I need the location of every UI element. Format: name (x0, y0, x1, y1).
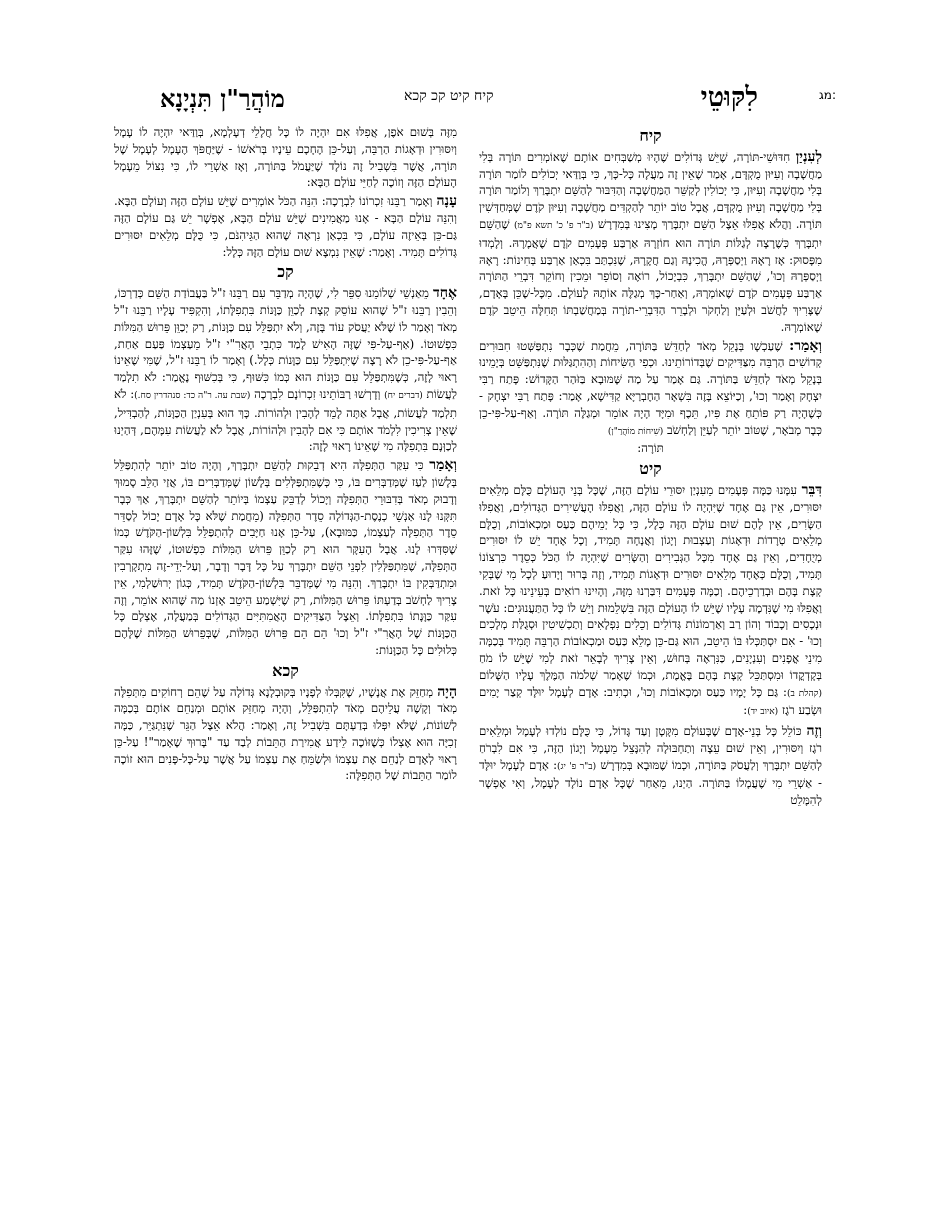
source-citation: (ב"ר פ' כ' תשא פ"מ) (513, 220, 594, 231)
paragraph (114, 457, 457, 659)
header-title-left: מוֹהֲרַ"ן תִּנְיָנָא (160, 84, 285, 113)
right-column (479, 124, 822, 1150)
paragraph-text: עִמָּנוּ כַּמָּה פְּעָמִים מֵעִנְיַן יִסּוּרֵי עוֹלָם הַזֶּה, שֶׁכָּל בְּנֵי הָעוֹלָם כֻּלָּם מְלֵאִים יִסּוּרִים, אֵין גַּם אֶחָד שֶׁיִּהְיֶה לוֹ עוֹלָם הַזֶּה, וַאֲפִלּוּ הָעֲשִׁירִים הַגְּדוֹלִים, וַאֲפִלּוּ הַשָּׂרִים, אֵין לָהֶם שׁוּם עוֹלָם הַזֶּה כְּלָל, כִּי כָּל יְמֵיהֶם כַּעַס וּמַכְאוֹבוֹת, וְכֻלָּם מְלֵאִים טְרָדוֹת וּדְאָגוֹת וְעַצְבוּת וְיָגוֹן וַאֲנָחָה תָּמִיד, וְכָל אֶחָד יֵשׁ לוֹ יִסּוּרִים מְיֻחָדִים, וְאֵין גַּם אֶחָד מִכָּל הַגְּבִירִים וְהַשָּׂרִים שֶׁיִּהְיֶה לוֹ הַכֹּל כְּסֵדֶר כִּרְצוֹנוֹ תָּמִיד, וְכֻלָּם כְּאֶחָד מְלֵאִים יִסּוּרִים וּדְאָגוֹת תָּמִיד, וְזֶה בָּרוּר וְיָדוּעַ לְכָל מִי שֶׁבְּקִי קְצָת בָּהֶם וּבְדַרְכֵיהֶם. וְכַמָּה פְּעָמִים דִּבַּרְנוּ מִזֶּה, וְהָיִינוּ רוֹאִים בְּעֵינֵינוּ כָּל זֹאת. וַאֲפִלּוּ מִי שֶׁנִּדְמֶה עָלָיו שֶׁיֵּשׁ לוֹ הָעוֹלָם הַזֶּה בִּשְׁלֵמוּת וְיֵשׁ לוֹ כָּל הַתַּעֲנוּגִים: עֹשֶׁר וּנְכָסִים וְכָבוֹד וְהוֹן רַב וְאַרְמוֹנוֹת גְּדוֹלִים וְכֵלִים נִפְלָאִים וְתַכְשִׁיטִין וּסְגֻלַּת מְלָכִים וְכוּ' - אִם יִסְתַּכְּלוּ בּוֹ הֵיטֵב, הוּא גַּם-כֵּן מָלֵא כַּעַס וּמַכְאוֹבוֹת הַרְבֵּה תָּמִיד בְּכַמָּה מִינֵי אֳפָנִים וְעִנְיָנִים, כַּנִּרְאֶה בְּחוּשׁ, וְאֵין צָרִיךְ לְבָאֵר זֹאת לְמִי שֶׁיֵּשׁ לוֹ מֹחַ בְּקָדְקֳדוֹ וּמִסְתַּכֵּל קְצָת בָּהֶם בֶּאֱמֶת, וּכְמוֹ שֶׁאָמַר שְׁלֹמֹה הַמֶּלֶךְ עָלָיו הַשָּׁלוֹם (479, 482, 822, 682)
lead-word: וְאָמַר: (789, 337, 822, 354)
paragraph (114, 684, 457, 785)
section-heading: קכא (272, 660, 299, 680)
two-column-body (114, 124, 822, 1150)
paragraph-text: שֶׁהַשֵּׁם יִתְבָּרַךְ כְּשֶׁרָצָה לְגַלּוֹת תּוֹרָה הוּא חוֹזְרָהּ אַרְבַּע פְּעָמִים קֹדֶם שֶׁאֲמָרָהּ. וְלָמְדוּ מִפָּסוּק: אָז רָאָהּ וַיְסַפְּרָהּ, הֱכִינָהּ וְגַם חֲקָרָהּ, שֶׁנִּכְתַּב בִּכְאַן אַרְבַּע בְּחִינוֹת: רָאָהּ וַיְסַפְּרָהּ וְכוּ', שֶׁהַשֵּׁם יִתְבָּרַךְ, כִּבְיָכוֹל, רוֹאֶה וְסוֹפֵר וּמֵכִין וְחוֹקֵר דִּבְרֵי הַתּוֹרָה אַרְבַּע פְּעָמִים קֹדֶם שֶׁאוֹמְרָהּ, וְאַחַר-כָּךְ מְגַלֶּה אוֹתָהּ לָעוֹלָם. מִכָּל-שֶׁכֵּן בָּאָדָם, שֶׁצָּרִיךְ לַחֲשֹׁב וּלְעַיֵּן וְלַחְקֹר וּלְבָרֵר הַדִּבְרֵי-תוֹרָה בְּמַחֲשַׁבְתּוֹ תְּחִלָּה הֵיטֵב קֹדֶם שֶׁאוֹמְרָהּ. (479, 216, 822, 334)
paragraph-text: : אָדָם לְעָמָל יוּלָּד - אַשְׁרֵי מִי שֶׁעֲמָלוֹ בַּתּוֹרָה. הַיְנוּ, מֵאַחַר שֶׁכָּל אָדָם נוֹלָד לְעָמָל, וְאִי אֶפְשָׁר לְהִמָּלֵט (479, 757, 822, 808)
source-citation: (דברים יח) (384, 390, 423, 401)
paragraph-text: וְאָמַר רַבֵּנוּ זִכְרוֹנוֹ לִבְרָכָה: הִנֵּה הַכֹּל אוֹמְרִים שֶׁיֵּשׁ עוֹלָם הַזֶּה וְעוֹלָם הַבָּא. וְהִנֵּה עוֹלָם הַבָּא - אָנוּ מַאֲמִינִים שֶׁיֵּשׁ עוֹלָם הַבָּא, אֶפְשָׁר יֵשׁ גַּם עוֹלָם הַזֶּה גַּם-כֵּן בְּאֵיזֶה עוֹלָם, כִּי בִּכְאַן נִרְאֶה שֶׁהוּא הַגֵּיהִנֹּם, כִּי כֻּלָּם מְלֵאִים יִסּוּרִים גְּדוֹלִים תָּמִיד. וְאָמַר: שֶׁאֵין נִמְצָא שׁוּם עוֹלָם הַזֶּה כְּלָל: (114, 194, 457, 259)
lead-word: וְאָמַר (429, 457, 457, 474)
section-heading: קיט (639, 459, 662, 479)
paragraph-text: : גַּם כָּל יָמָיו כַּעַס וּמַכְאוֹבוֹת וְכוּ', וּכְתִיב: אָדָם לְעָמָל יוּלָּד קְצַר יָמִים וּשְׂבַע רֹגֶז (479, 684, 822, 718)
paragraph (479, 338, 822, 458)
paragraph-text: חִדּוּשֵׁי-תּוֹרָה, שֶׁיֵּשׁ גְּדוֹלִים שֶׁהָיוּ מְשַׁבְּחִים אוֹתָם שֶׁאוֹמְרִים תּוֹרָה בְּלִי מַחֲשָׁבָה וְעִיּוּן מֻקְדָּם, אָמַר שֶׁאֵין זֶה מַעֲלָה כָּל-כָּךְ, כִּי בְּוַדַּאי יְכוֹלִים לוֹמַר תּוֹרָה בְּלִי מַחֲשָׁבָה וְעִיּוּן, כִּי יְכוֹלִין לְקַשֵּׁר הַמַּחֲשָׁבָה וְהַדִּבּוּר לְהַשֵּׁם יִתְבָּרַךְ וְלוֹמַר תּוֹרָה בְּלִי מַחֲשָׁבָה וְעִיּוּן מֻקְדָּם, אֲבָל טוֹב יוֹתֵר לְהַקְדִּים מַחֲשָׁבָה וְעִיּוּן קֹדֶם שֶׁמְּחַדְּשִׁין תּוֹרָה. וַהֲלֹא אֲפִלּוּ אֵצֶל הַשֵּׁם יִתְבָּרַךְ מָצִינוּ בְּמִדְרָשׁ (479, 149, 822, 231)
paragraph-text: מִזֶּה בְּשׁוּם אֹפֶן, אֲפִלּוּ אִם יִהְיֶה לוֹ כָּל חֲלָלֵי דְעָלְמָא, בְּוַדַּאי יִהְיֶה לוֹ עָמָל וְיִסּוּרִין וּדְאָגוֹת הַרְבֵּה, וְעַל-כֵּן הֶחָכָם עֵינָיו בְּרֹאשׁוֹ - שֶׁיַּחֲפֹּךְ הֶעָמָל לְעָמָל שֶׁל תּוֹרָה, אֲשֶׁר בִּשְׁבִיל זֶה נוֹלָד שֶׁיַּעֲמֹל בַּתּוֹרָה, וְאָז אַשְׁרֵי לוֹ, כִּי נִצּוֹל מֵעָמָל הָעוֹלָם הַזֶּה וְזוֹכֶה לְחַיֵּי עוֹלָם הַבָּא: (114, 125, 457, 190)
running-header (114, 82, 836, 114)
paragraph (114, 193, 457, 260)
paragraph (479, 149, 822, 336)
source-citation: (שבת עה. ר"ה כד: סנהדרין סח.) (134, 390, 251, 401)
paragraph-text: : (743, 703, 748, 718)
left-column (114, 124, 457, 1150)
source-citation: (איוב יד) (747, 707, 779, 718)
lead-word: וְזֶה (806, 723, 822, 740)
lead-word: דִּבֵּר (801, 481, 822, 498)
paragraph (114, 285, 457, 455)
paragraph-text: מֵאַנְשֵׁי שְׁלוֹמֵנוּ סִפֵּר לִי, שֶׁהָיָה מְדַבֵּר עִם רַבֵּנוּ ז"ל בַּעֲבוֹדַת הַשֵּׁם כְּדַרְכּוֹ, וְהֵבִין רַבֵּנוּ ז"ל שֶׁהוּא עוֹסֵק קְצָת לְכַוֵּן כַּוָּנוֹת בִּתְפִלָּתוֹ, וְהִקְפִּיד עָלָיו רַבֵּנוּ ז"ל מְאֹד וְאָמַר לוֹ שֶׁלֹּא יַעֲסֹק עוֹד בָּזֶה, וְלֹא יִתְפַּלֵּל עִם כַּוָּנוֹת, רַק יְכַוֵּן פֵּרוּשׁ הַמִּלּוֹת כִּפְשׁוּטוֹ. (אַף-עַל-פִּי שֶׁזֶּה הָאִישׁ לָמַד כִּתְבֵי הָאֲרִ"י ז"ל מֵעַצְמוֹ פַּעַם אַחַת, אַף-עַל-פִּי-כֵן לֹא רָצָה שֶׁיִּתְפַּלֵּל עִם כַּוָּנוֹת כְּלָל.) וְאָמַר לוֹ רַבֵּנוּ ז"ל, שֶׁמִּי שֶׁאֵינוֹ רָאוּי לָזֶה, כְּשֶׁמִּתְפַּלֵּל עִם כַּוָּנוֹת הוּא כְּמוֹ כִּשּׁוּף, כִּי בְּכִשּׁוּף נֶאֱמַר: לֹא תִלְמַד לַעֲשׂוֹת (114, 286, 457, 401)
lead-word: עָנָה (436, 193, 457, 210)
paragraph-text: כִּי עִקַּר הַתְּפִלָּה הִיא דְבֵקוּת לְהַשֵּׁם יִתְבָּרַךְ, וְהָיָה טוֹב יוֹתֵר לְהִתְפַּלֵּל בְּלָשׁוֹן לַעַז שֶׁמְּדַבְּרִים בּוֹ, כִּי כְּשֶׁמִּתְפַּלְּלִים בְּלָשׁוֹן שֶׁמְּדַבְּרִים בּוֹ, אֲזַי הַלֵּב סָמוּךְ וְדָבוּק מְאֹד בְּדִבּוּרֵי הַתְּפִלָּה וְיָכוֹל לְדַבֵּק עַצְמוֹ בְּיוֹתֵר לְהַשֵּׁם יִתְבָּרַךְ, אַךְ כְּבָר תִּקְּנוּ לָנוּ אַנְשֵׁי כְנֶסֶת-הַגְּדוֹלָה סֵדֶר הַתְּפִלָּה (מֵחֲמַת שֶׁלֹּא כָּל אָדָם יָכוֹל לְסַדֵּר סֵדֶר הַתְּפִלָּה לְעַצְמוֹ, כַּמּוּבָא), עַל-כֵּן אָנוּ חַיָּבִים לְהִתְפַּלֵּל בִּלְשׁוֹן-הַקֹּדֶשׁ כְּמוֹ שֶׁסִּדְּרוּ לָנוּ. אֲבָל הָעִקָּר הוּא רַק לְכַוֵּן פֵּרוּשׁ הַמִּלּוֹת כִּפְשׁוּטוֹ, שֶׁזֶּהוּ עִקַּר הַתְּפִלָּה, שֶׁמִּתְפַּלְּלִין לִפְנֵי הַשֵּׁם יִתְבָּרַךְ עַל כָּל דָּבָר וְדָבָר, וְעַל-יְדֵי-זֶה מִתְקָרְבִין וּמִתְדַּבְּקִין בּוֹ יִתְבָּרַךְ. וְהִנֵּה מִי שֶׁמְּדַבֵּר בִּלְשׁוֹן-הַקֹּדֶשׁ תָּמִיד, כְּגוֹן יְרוּשַׁלְמִי, אֵין צָרִיךְ לַחְשֹׁב בְּדַעְתּוֹ פֵּרוּשׁ הַמִּלּוֹת, רַק שֶׁיִּשְׁמַע הֵיטֵב אָזְנוֹ מַה שֶּׁהוּא אוֹמֵר, וְזֶה עִקַּר כַּוָּנָתוֹ בִּתְפִלָּתוֹ. וְאֵצֶל הַצַּדִּיקִים הָאֲמִתִּיִּים הַגְּדוֹלִים בְּמַעֲלָה, אֶצְלָם כָּל הַכַּוָּנוֹת שֶׁל הָאֲרִ"י ז"ל וְכוּ' הֵם הֵם פֵּרוּשׁ הַמִּלּוֹת, שֶׁבְּפֵרוּשׁ הַמִּלּוֹת שֶׁלָּהֶם כְּלוּלִים כָּל הַכַּוָּנוֹת: (114, 458, 457, 657)
paragraph-text: שֶׁעַכְשָׁו בְּנָקֵל מְאֹד לְחַדֵּשׁ בַּתּוֹרָה, מֵחֲמַת שֶׁכְּבָר נִתְפַּשְּׁטוּ חִבּוּרִים קְדוֹשִׁים הַרְבֵּה מִצַּדִּיקִים שֶׁבְּדוֹרוֹתֵינוּ. וּכְפִי הַשִּׂיחוֹת וְהַהִתְגַּלּוּת שֶׁנִּתְפַּשֵּׁט בְּיָמֵינוּ בְּנָקֵל מְאֹד לְחַדֵּשׁ בַּתּוֹרָה. גַּם אָמַר עַל מַה שֶּׁמּוּבָא בַּזֹּהַר הַקָּדוֹשׁ: פָּתַח רַבִּי יִצְחָק וְאָמַר וְכוּ', וְכַיּוֹצֵא בָּזֶה בִּשְׁאָר הַחֶבְרַיָּא קַדִּישָׁא, אָמַר: פָּתַח רַבִּי יִצְחָק - כְּשֶׁהָיָה רַק פּוֹתֵחַ אֶת פִּיו, תֵּכֶף וּמִיָּד הָיָה אוֹמֵר וּמְגַלֶּה תּוֹרָה. וְאַף-עַל-פִּי-כֵן כְּבָר מְבֹאָר, שֶׁטּוֹב יוֹתֵר לְעַיֵּן וְלַחְשֹׁב (479, 338, 822, 437)
source-citation: (ב"ר פ' יג) (557, 761, 597, 772)
lead-word: לְעִנְיַן (795, 148, 822, 165)
folio-number: מג: (818, 88, 836, 102)
lead-word: הָיָה (437, 683, 457, 700)
section-heading: קכ (277, 262, 294, 282)
paragraph (114, 124, 457, 191)
section-heading: קיח (639, 126, 662, 145)
paragraph-text: מְחַזֵּק אֶת אֲנָשָׁיו, שֶׁקִּבְּלוּ לְפָנָיו בְּקוּבְלָנָא גְּדוֹלָה עַל שֶׁהֵם רְחוֹקִים מִתְּפִלָּה מְאֹד וְקָשֶׁה עֲלֵיהֶם מְאֹד לְהִתְפַּלֵּל, וְהָיָה מְחַזֵּק אוֹתָם וּמְנַחֵם אוֹתָם בְּכַמָּה לְשׁוֹנוֹת, שֶׁלֹּא יִפְּלוּ בְּדַעְתָּם בִּשְׁבִיל זֶה, וְאָמַר: הֲלֹא אֵצֶל הַגֵּר שֶׁנִּתְגַּיֵּר, כַּמָּה זְכִיָּה הוּא אֶצְלוֹ כְּשֶׁזּוֹכֶה לֵידַע אֲמִירַת הַתֵּבוֹת לְבַד עַד "בָּרוּךְ שֶׁאָמַר"! עַל-כֵּן רָאוּי לְאָדָם לְנַחֵם אֶת עַצְמוֹ וּלְשַׂמֵּחַ אֶת עַצְמוֹ עַל אֲשֶׁר עַל-כָּל-פָּנִים הוּא זוֹכֶה לוֹמַר הַתֵּבוֹת שֶׁל הַתְּפִלָּה: (114, 684, 457, 783)
source-citation: (קהלת ב) (786, 688, 822, 699)
header-title-right: לִקּוּטֵי (700, 82, 758, 113)
paragraph-text: תּוֹרָה: (637, 441, 664, 456)
paragraph-text: כּוֹלֵל כָּל בְּנֵי-אָדָם שֶׁבָּעוֹלָם מִקָּטָן וְעַד גָּדוֹל, כִּי כֻּלָּם נוֹלְדוּ לְעָמָל וּמְלֵאִים רֹגֶז וְיִסּוּרִין, וְאֵין שׁוּם עֵצָה וְתַחְבּוּלָה לְהִנָּצֵל מֵעָמָל וְיָגוֹן הַזֶּה, כִּי אִם לִבְרֹחַ לְהַשֵּׁם יִתְבָּרַךְ וְלַעֲסֹק בַּתּוֹרָה, וּכְמוֹ שֶׁמּוּבָא בְּמִדְרָשׁ (479, 724, 822, 772)
paragraph (479, 482, 822, 721)
source-citation: (שִׁיחוֹת מוֹהֲרַ"ן) (607, 426, 664, 437)
paragraph-text: : לֹא תִלְמַד לַעֲשׂוֹת, אֲבָל אַתָּה לָמֵד לְהָבִין וּלְהוֹרוֹת. כָּךְ הוּא בְּעִנְיַן הַכַּוָּנוֹת, לְהַבְדִּיל, שֶׁאֵין צְרִיכִין לִלְמֹד אוֹתָם כִּי אִם לְהָבִין וּלְהוֹרוֹת, אֲבָל לֹא לַעֲשׂוֹת עִמָּהֶם, דְּהַיְנוּ לְכַוְּנָם בִּתְפִלָּה מִי שֶׁאֵינוֹ רָאוּי לָזֶה: (114, 386, 457, 454)
paragraph (479, 723, 822, 809)
lead-word: אֶחָד (432, 285, 457, 302)
paragraph-text: וְדָרְשׁוּ רַבּוֹתֵינוּ זִכְרוֹנָם לִבְרָכָה (254, 386, 381, 401)
header-section-range: קיח קיט קכ קכא (404, 88, 494, 104)
